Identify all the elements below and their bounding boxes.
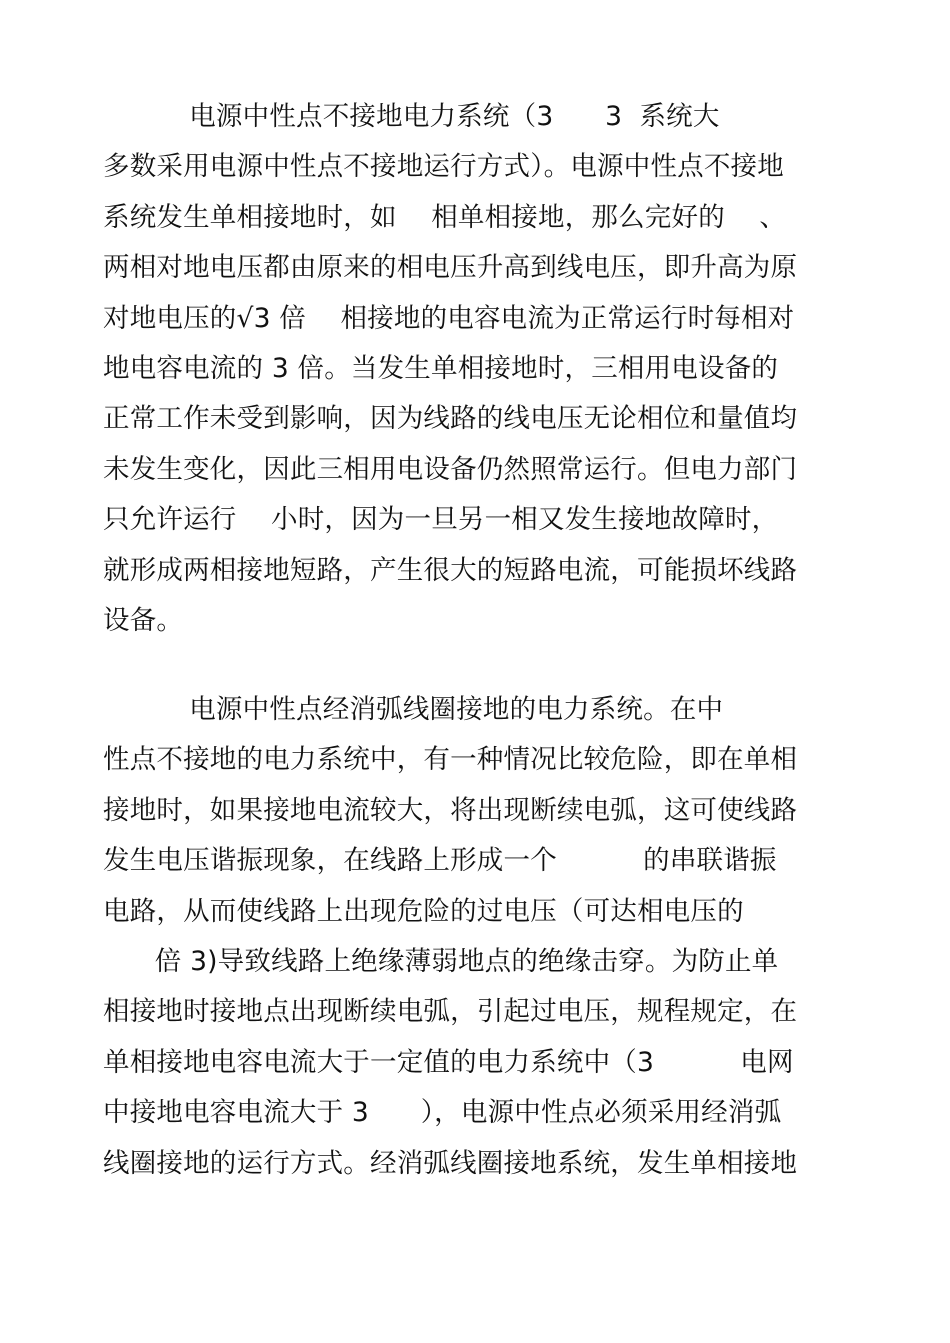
text-line: 系统发生单相接地时，如 相单相接地，那么完好的 、 xyxy=(103,201,787,233)
text-line: 相接地时接地点出现断续电弧，引起过电压，规程规定，在 xyxy=(103,996,798,1028)
text-line: 倍 3)导致线路上绝缘薄弱地点的绝缘击穿。为防止单 xyxy=(103,945,779,977)
text-line: 多数采用电源中性点不接地运行方式）。电源中性点不接地 xyxy=(103,151,784,183)
text-line: 未发生变化，因此三相用电设备仍然照常运行。但电力部门 xyxy=(103,453,798,485)
paragraph-ungrounded-neutral xyxy=(103,92,853,646)
text-line: 电源中性点经消弧线圈接地的电力系统。在中 xyxy=(103,694,724,725)
text-line: 设备。 xyxy=(103,604,184,636)
text-line: 就形成两相接地短路，产生很大的短路电流，可能损坏线路 xyxy=(103,554,798,586)
text-line: 中接地电容电流大于 3 ），电源中性点必须采用经消弧 xyxy=(103,1097,782,1129)
text-line: 发生电压谐振现象，在线路上形成一个 的串联谐振 xyxy=(103,845,777,877)
text-line: 线圈接地的运行方式。经消弧线圈接地系统，发生单相接地 xyxy=(103,1147,798,1179)
text-line: 单相接地电容电流大于一定值的电力系统中（3 电网 xyxy=(103,1046,794,1078)
text-line: 对地电压的√3 倍 相接地的电容电流为正常运行时每相对 xyxy=(103,302,795,334)
text-line: 接地时，如果接地电流较大，将出现断续电弧，这可使线路 xyxy=(103,794,798,826)
text-line: 电源中性点不接地电力系统（3 3 系统大 xyxy=(103,101,720,132)
paragraph-arc-suppression-coil xyxy=(103,685,853,1189)
text-line: 电路，从而使线路上出现危险的过电压（可达相电压的 xyxy=(103,895,744,927)
text-line: 地电容电流的 3 倍。当发生单相接地时，三相用电设备的 xyxy=(103,352,779,384)
text-line: 只允许运行 小时，因为一旦另一相又发生接地故障时， xyxy=(103,504,779,536)
text-line: 两相对地电压都由原来的相电压升高到线电压，即升高为原 xyxy=(103,252,798,284)
text-line: 正常工作未受到影响，因为线路的线电压无论相位和量值均 xyxy=(103,403,798,435)
text-line: 性点不接地的电力系统中，有一种情况比较危险，即在单相 xyxy=(103,744,798,776)
